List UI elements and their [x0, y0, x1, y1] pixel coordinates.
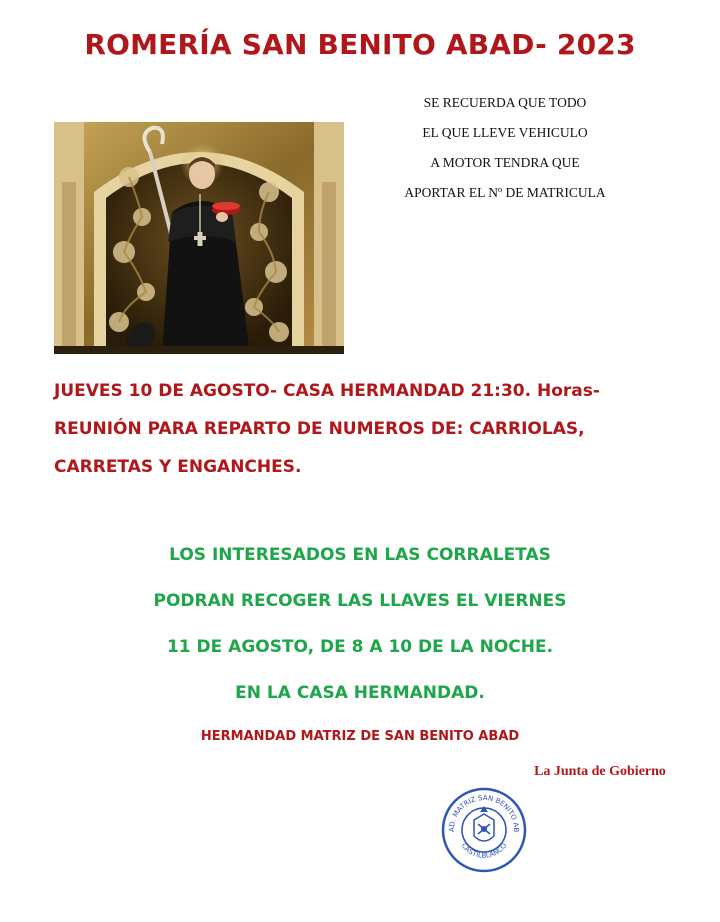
corraletas-announcement: [0, 532, 720, 716]
corraletas-line: 11 DE AGOSTO, DE 8 A 10 DE LA NOCHE.: [166, 637, 554, 657]
notice-line: A MOTOR TENDRA QUE: [430, 155, 580, 170]
corraletas-line: EN LA CASA HERMANDAD.: [235, 683, 485, 703]
saint-statue-photo: [54, 122, 344, 354]
notice-line: SE RECUERDA QUE TODO: [423, 95, 587, 110]
svg-text:CASTILBLANCO: CASTILBLANCO: [459, 841, 509, 860]
svg-text:HDAD. MATRIZ SAN BENITO ABAD: AD. MATRIZ SAN BENITO AB: [447, 793, 521, 833]
notice-line: APORTAR EL Nº DE MATRICULA: [404, 185, 606, 200]
brotherhood-seal: [440, 786, 528, 874]
corraletas-line: LOS INTERESADOS EN LAS CORRALETAS: [169, 545, 551, 565]
page-title: ROMERÍA SAN BENITO ABAD- 2023: [84, 28, 636, 61]
organization-name: HERMANDAD MATRIZ DE SAN BENITO ABAD: [200, 729, 520, 744]
notice-line: EL QUE LLEVE VEHICULO: [422, 125, 588, 140]
meeting-announcement: [54, 372, 674, 486]
corraletas-line: PODRAN RECOGER LAS LLAVES EL VIERNES: [153, 591, 567, 611]
meeting-line: REUNIÓN PARA REPARTO DE NUMEROS DE: CARRIOLAS,: [54, 419, 585, 439]
meeting-line: JUEVES 10 DE AGOSTO- CASA HERMANDAD 21:30. Horas-: [54, 381, 600, 401]
vehicle-notice: [380, 88, 630, 208]
signature: La Junta de Gobierno: [534, 764, 666, 779]
meeting-line: CARRETAS Y ENGANCHES.: [54, 457, 302, 477]
